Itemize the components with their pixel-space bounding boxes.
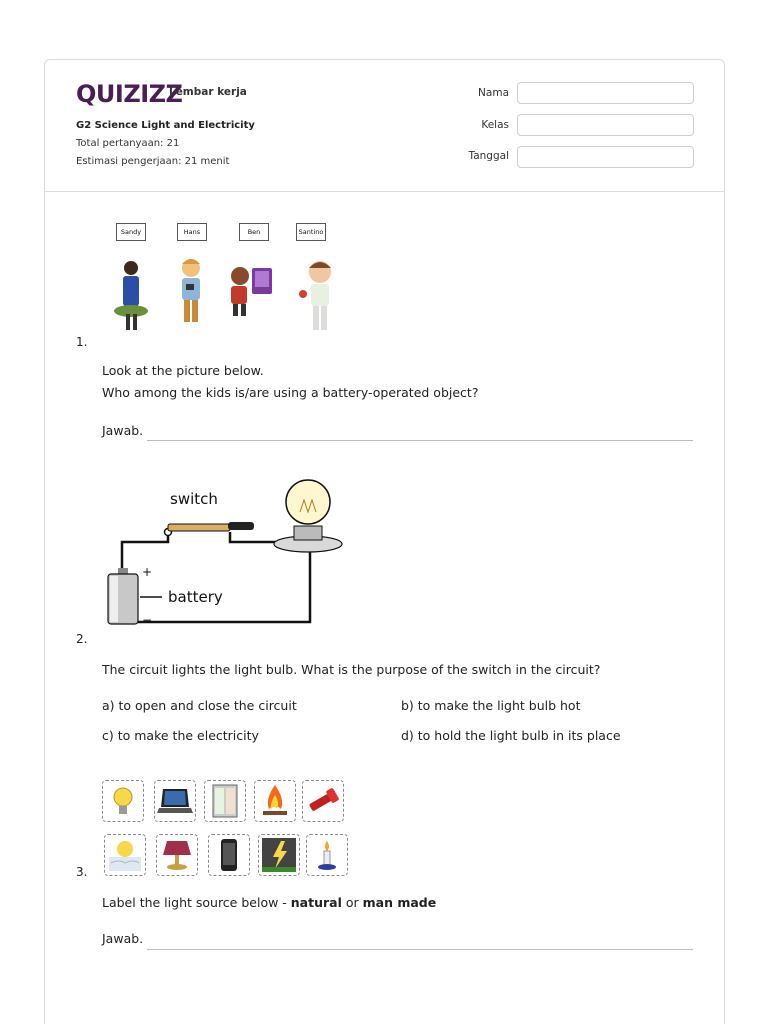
name-field[interactable] [517,82,694,104]
circuit-diagram [100,472,350,642]
option-c[interactable]: c) to make the electricity [102,728,259,743]
kid-name-tag: Santino [296,223,326,241]
laptop-icon [154,780,196,822]
question-number: 1. [76,335,88,349]
flashlight-icon [302,780,344,822]
worksheet-type-label: Lembar kerja [169,86,247,98]
campfire-icon [254,780,296,822]
refrigerator-icon [204,780,246,822]
battery-label: battery [168,588,223,606]
question-number: 2. [76,632,88,646]
keyword-man-made: man made [362,895,437,910]
kid-name-tag: Hans [177,223,207,241]
total-questions: Total pertanyaan: 21 [76,138,180,149]
option-a[interactable]: a) to open and close the circuit [102,698,297,713]
battery-icon [108,565,162,627]
kids-picture [106,216,350,344]
kid-tv-icon [231,267,272,316]
estimated-duration: Estimasi pengerjaan: 21 menit [76,156,230,167]
question-text: Look at the picture below. [102,363,264,378]
name-label: Nama [478,87,509,99]
phone-icon [208,834,250,876]
switch-icon [165,522,255,536]
kid-name-tag: Sandy [116,223,146,241]
date-label: Tanggal [468,150,509,162]
class-label: Kelas [481,119,509,131]
quizizz-logo: QUIZIZZ [76,80,183,108]
svg-text:+: + [142,565,153,579]
answer-label: Jawab. [102,931,144,946]
date-field[interactable] [517,146,694,168]
question-number: 3. [76,865,88,879]
question-text-prefix: Label the light source below - [102,895,291,910]
kid-flashlight-icon [182,259,200,322]
light-bulb-icon [274,480,342,552]
kids-illustration [106,216,350,344]
question-text-or: or [341,895,363,910]
answer-line[interactable] [147,440,693,441]
lightning-icon [258,834,300,876]
option-d[interactable]: d) to hold the light bulb in its place [401,728,621,743]
svg-text:−: − [142,613,153,627]
answer-label: Jawab. [102,423,144,438]
light-bulb-icon [102,780,144,822]
class-field[interactable] [517,114,694,136]
candle-icon [306,834,348,876]
worksheet-title: G2 Science Light and Electricity [76,120,255,131]
kid-name-tag: Ben [239,223,269,241]
sun-icon [104,834,146,876]
question-text: Who among the kids is/are using a battery-operated object? [102,385,479,400]
keyword-natural: natural [290,895,342,910]
worksheet-header [45,60,724,192]
question-text: The circuit lights the light bulb. What is the purpose of the switch in the circuit? [102,662,601,677]
table-lamp-icon [156,834,198,876]
option-b[interactable]: b) to make the light bulb hot [401,698,581,713]
switch-label: switch [170,490,218,508]
kid-cooking-icon [114,261,148,330]
kid-toy-icon [299,261,331,330]
question-text [102,895,436,910]
answer-line[interactable] [147,949,693,950]
